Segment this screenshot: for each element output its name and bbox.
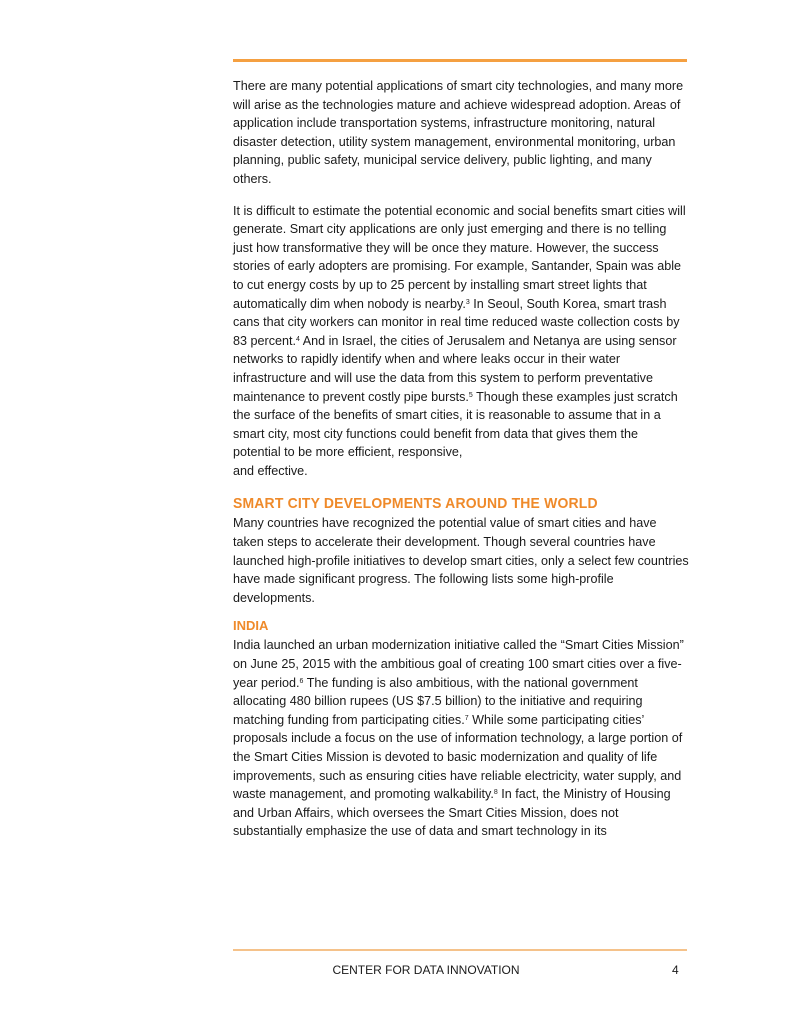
header-rule — [233, 59, 687, 62]
footnote-ref-6[interactable]: 6 — [299, 677, 304, 685]
footer-title: CENTER FOR DATA INNOVATION — [332, 963, 520, 977]
benefits-text-3: And in Israel, the cities of Jerusalem and Netanya are using sensor networks to rapidly identify when and where leaks occur in their water infrastructure and will use the data from this system to perform preventative maintenance to prevent costly pipe bursts. — [233, 333, 677, 404]
india-text-3: While some participating cities’ proposals include a focus on the use of information technology, a large portion of the Smart Cities Mission is devoted to basic modernization and quality of life improvements, such as ensuring cities have reliable electricity, water supply, and waste management, and promoting walkability. — [233, 712, 683, 802]
section-heading-world: SMART CITY DEVELOPMENTS AROUND THE WORLD — [233, 495, 598, 513]
india-text-4: In fact, the Ministry of Housing and Urban Affairs, which oversees the Smart Cities Mission, does not substantially emphasize the use of data and smart technology in its — [233, 787, 671, 839]
footnote-ref-4[interactable]: 4 — [296, 335, 300, 343]
india-text-1: India launched an urban modernization initiative called the “Smart Cities Mission” on June 25, 2015 with the ambitious goal of creating 100 smart cities over a five-year period. — [233, 638, 684, 690]
paragraph-applications: There are many potential applications of smart city technologies, and many more will arise as the technologies mature and achieve widespread adoption. Areas of application include transportation systems, infrastructure monitoring, natural disaster detection, utility system management, environmental monitoring, urban planning, public safety, municipal service delivery, public lighting, and many others. — [233, 79, 684, 186]
page-number: 4 — [672, 963, 679, 977]
india-text-2: The funding is also ambitious, with the national government allocating 480 billion rupees (US $7.5 billion) to the initiative and requiring matching funding from participating cities. — [233, 675, 643, 727]
subsection-heading-india: INDIA — [233, 618, 269, 634]
footnote-ref-5[interactable]: 5 — [468, 391, 473, 399]
footnote-ref-3[interactable]: 3 — [465, 298, 470, 306]
benefits-text-5: and effective. — [233, 463, 308, 478]
footer-rule — [233, 949, 687, 951]
footnote-ref-8[interactable]: 8 — [493, 789, 498, 797]
paragraph-india — [233, 636, 689, 841]
benefits-text-4: Though these examples just scratch the surface of the benefits of smart cities, it is reasonable to assume that in a smart city, most city functions could benefit from data that gives them the potential to be more efficient, responsive, — [233, 389, 678, 460]
paragraph-benefits — [233, 202, 689, 481]
page-content — [233, 77, 689, 841]
benefits-text-1: It is difficult to estimate the potential economic and social benefits smart cities will generate. Smart city applications are only just emerging and there is no telling just how transformative they will be once they mature. However, the success stories of early adopters are promising. For example, Santander, Spain was able to cut energy costs by up to 25 percent by installing smart street lights that automatically dim when nobody is nearby. — [233, 203, 686, 311]
paragraph-developments: Many countries have recognized the potential value of smart cities and have taken steps to accelerate their development. Though several countries have launched high-profile initiatives to develop smart cities, only a select few countries have made significant progress. The following lists some high-profile developments. — [233, 516, 689, 605]
footnote-ref-7[interactable]: 7 — [464, 714, 469, 722]
benefits-text-2: In Seoul, South Korea, smart trash cans that city workers can monitor in real time reduced waste collection costs by 83 percent. — [233, 296, 680, 348]
